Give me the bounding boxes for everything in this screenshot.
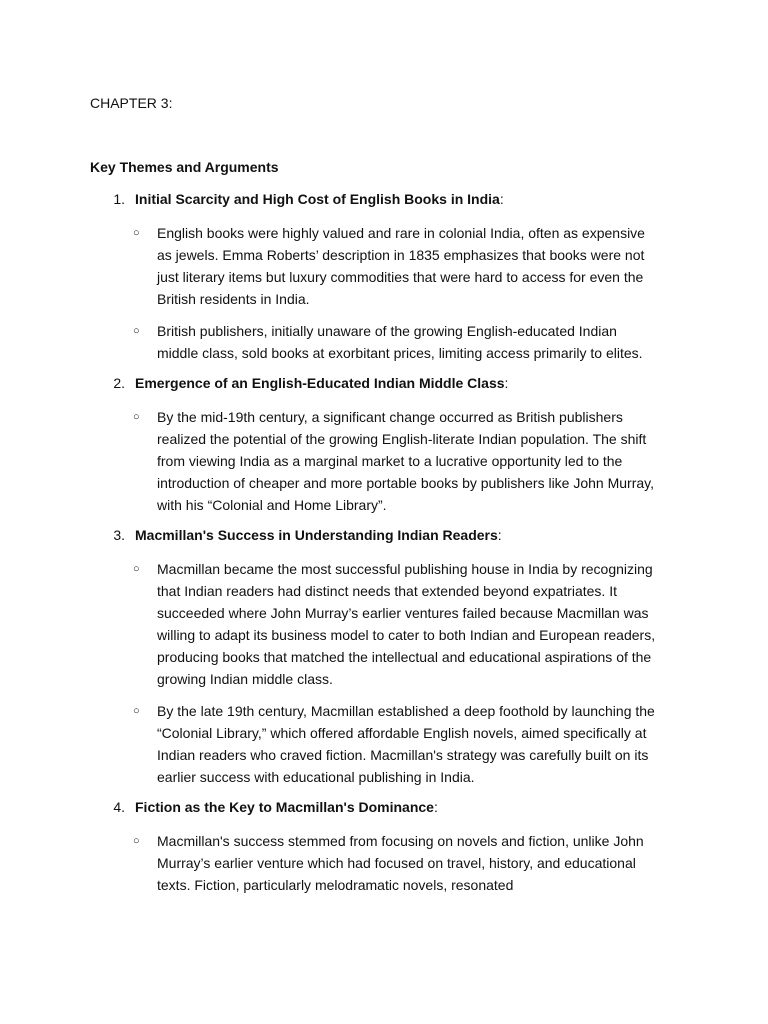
list-item-title: Emergence of an English-Educated Indian Middle Class	[135, 375, 505, 391]
hollow-circle-bullet-icon: ○	[133, 705, 140, 717]
list-item-title: Initial Scarcity and High Cost of English Books in India	[135, 191, 500, 207]
list-item-heading	[90, 190, 690, 208]
list-item-title: Macmillan's Success in Understanding Indian Readers	[135, 527, 498, 543]
sub-bullet-item	[133, 700, 657, 788]
sub-bullet-list	[133, 558, 657, 788]
list-item	[90, 374, 690, 516]
sub-bullet-item	[133, 222, 657, 310]
hollow-circle-bullet-icon: ○	[133, 411, 140, 423]
sub-bullet-list	[133, 830, 657, 896]
list-item-heading	[90, 374, 690, 392]
list-item-heading	[90, 798, 690, 816]
hollow-circle-bullet-icon: ○	[133, 227, 140, 239]
numbered-list	[90, 190, 690, 906]
sub-bullet-text: By the late 19th century, Macmillan established a deep foothold by launching the “Colonial Library,” which offered affordable English novels, aimed specifically at Indian readers who craved fiction. Macmillan's strategy was carefully built on its earlier success with educational publishing in India.	[157, 703, 655, 785]
list-item	[90, 526, 690, 788]
sub-bullet-item	[133, 406, 657, 516]
sub-bullet-item	[133, 320, 657, 364]
list-item-title: Fiction as the Key to Macmillan's Dominance	[135, 799, 434, 815]
sub-bullet-text: By the mid-19th century, a significant change occurred as British publishers realized the potential of the growing English-literate Indian population. The shift from viewing India as a marginal market to a lucrative opportunity led to the introduction of cheaper and more portable books by publishers like John Murray, with his “Colonial and Home Library”.	[157, 409, 655, 513]
sub-bullet-item	[133, 558, 657, 690]
sub-bullet-text: Macmillan's success stemmed from focusing on novels and fiction, unlike John Murray’s earlier venture which had focused on travel, history, and educational texts. Fiction, particularly melodramatic novels, resonated	[157, 833, 644, 893]
sub-bullet-text: English books were highly valued and rare in colonial India, often as expensive as jewels. Emma Roberts’ description in 1835 emphasizes that books were not just literary items but luxury commodities that were hard to access for even the British residents in India.	[157, 225, 645, 307]
section-heading: Key Themes and Arguments	[90, 159, 279, 175]
sub-bullet-list	[133, 222, 657, 364]
list-item-colon: :	[497, 527, 502, 543]
list-item-colon: :	[504, 375, 509, 391]
sub-bullet-text: Macmillan became the most successful publishing house in India by recognizing that Indian readers had distinct needs that extended beyond expatriates. It succeeded where John Murray’s earlier ventures failed because Macmillan was willing to adapt its business model to cater to both Indian and European readers, producing books that matched the intellectual and educational aspirations of the growing Indian middle class.	[157, 561, 656, 687]
list-item-colon: :	[499, 191, 504, 207]
hollow-circle-bullet-icon: ○	[133, 835, 140, 847]
list-item-heading	[90, 526, 690, 544]
sub-bullet-list	[133, 406, 657, 516]
sub-bullet-text: British publishers, initially unaware of the growing English-educated Indian middle class, sold books at exorbitant prices, limiting access primarily to elites.	[157, 323, 643, 361]
list-item	[90, 798, 690, 896]
list-item-number: 1.	[113, 191, 125, 207]
chapter-label: CHAPTER 3:	[90, 95, 173, 111]
list-item-number: 2.	[113, 375, 125, 391]
sub-bullet-item	[133, 830, 657, 896]
hollow-circle-bullet-icon: ○	[133, 563, 140, 575]
list-item-number: 3.	[113, 527, 125, 543]
list-item	[90, 190, 690, 364]
hollow-circle-bullet-icon: ○	[133, 325, 140, 337]
list-item-colon: :	[433, 799, 438, 815]
list-item-number: 4.	[113, 799, 125, 815]
